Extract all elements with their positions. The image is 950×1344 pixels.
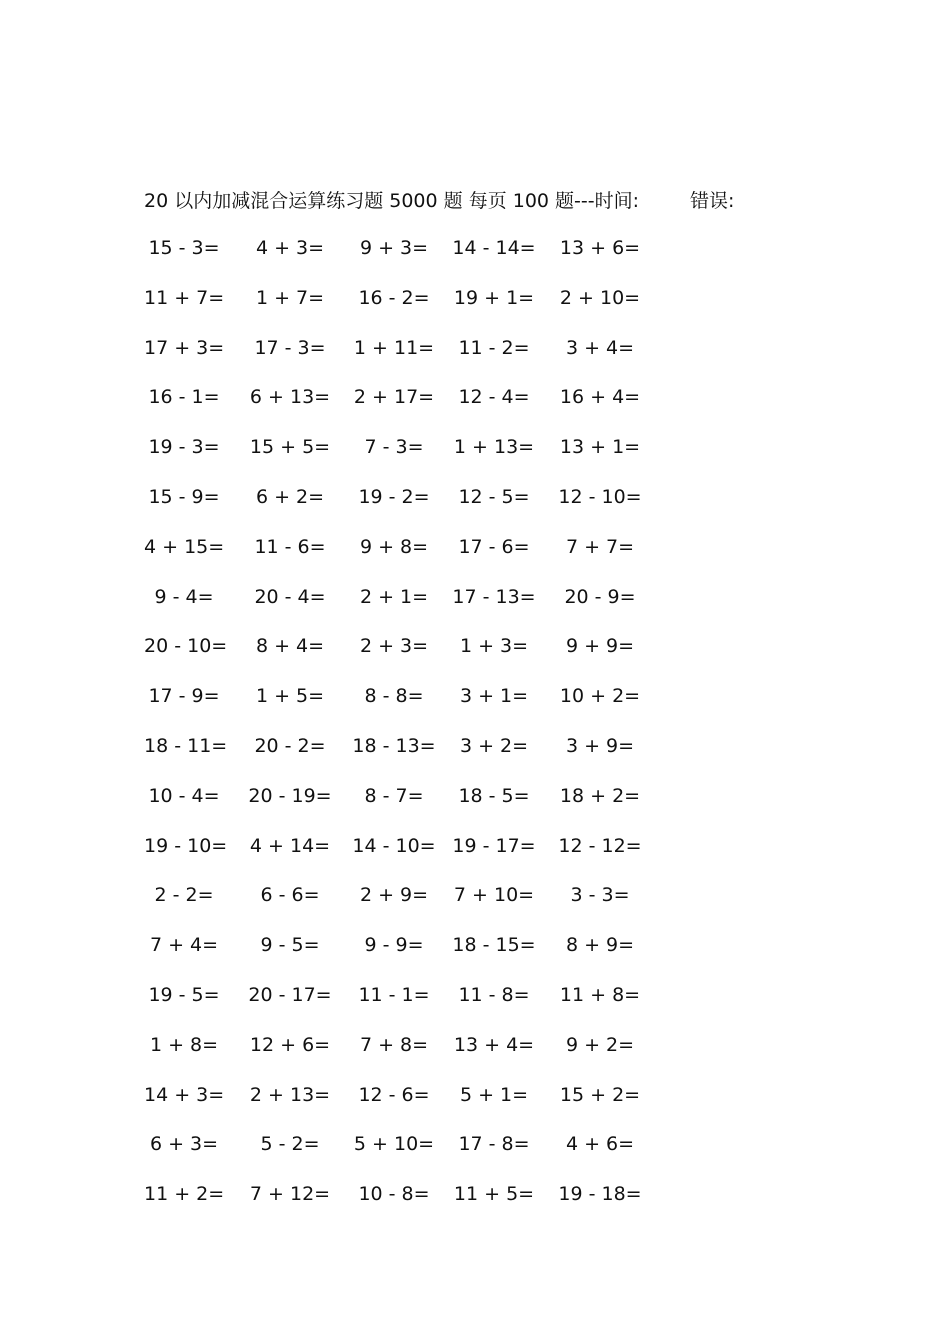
math-problem: 15 - 3=: [148, 237, 220, 259]
math-problem: 20 - 4=: [254, 585, 326, 608]
math-problem: 13 + 6=: [559, 237, 641, 259]
math-problem: 7 + 10=: [453, 884, 535, 907]
math-problem: 19 - 3=: [148, 436, 220, 459]
math-problem: 6 + 2=: [255, 485, 325, 508]
math-problem: 7 + 12=: [249, 1183, 331, 1206]
math-problem: 6 - 6=: [260, 884, 320, 907]
math-problem: 1 + 8=: [149, 1033, 219, 1056]
worksheet-header: [144, 186, 735, 213]
math-problem: 4 + 14=: [249, 834, 331, 857]
math-problem: 1 + 11=: [353, 336, 435, 359]
math-problem: 19 - 5=: [148, 983, 220, 1006]
math-problem: 11 + 7=: [144, 286, 225, 309]
math-problem: 3 + 4=: [565, 336, 635, 359]
math-problem: 20 - 19=: [248, 784, 332, 807]
math-problem: 9 + 9=: [565, 635, 635, 658]
math-problem: 16 + 4=: [559, 386, 641, 409]
math-problem: 8 + 9=: [565, 934, 635, 957]
math-problem: 15 + 5=: [249, 436, 331, 459]
math-problem: 19 - 17=: [452, 834, 536, 857]
math-problem: 3 + 2=: [459, 734, 529, 757]
math-problem: 12 - 12=: [558, 834, 642, 857]
math-problem: 4 + 15=: [144, 535, 225, 558]
math-problem: 12 - 10=: [558, 485, 642, 508]
math-problem: 7 - 3=: [364, 436, 424, 459]
math-problem: 3 + 1=: [459, 685, 529, 708]
math-problem: 19 - 2=: [358, 485, 430, 508]
math-problem: 1 + 13=: [453, 436, 535, 459]
worksheet-title: 20 以内加减混合运算练习题 5000 题 每页 100 题---时间:: [144, 190, 640, 212]
math-problem: 2 + 1=: [359, 585, 429, 608]
math-problem: 2 + 9=: [359, 884, 429, 907]
math-problem: 19 + 1=: [453, 286, 535, 309]
math-problem: 1 + 7=: [255, 286, 325, 309]
math-problem: 18 - 15=: [452, 934, 536, 957]
math-problem: 12 - 4=: [458, 386, 530, 409]
math-problem: 2 + 10=: [559, 286, 641, 309]
math-problem: 10 - 8=: [358, 1183, 430, 1206]
math-problem: 2 - 2=: [154, 884, 214, 907]
math-problem: 11 + 5=: [453, 1183, 535, 1206]
math-problem: 17 - 3=: [254, 336, 326, 359]
math-problem: 13 + 1=: [559, 436, 641, 459]
math-problem: 7 + 4=: [149, 934, 219, 957]
math-problem: 16 - 1=: [148, 386, 220, 409]
math-problem: 16 - 2=: [358, 286, 430, 309]
math-problem: 11 + 2=: [144, 1183, 225, 1206]
math-problem: 18 - 13=: [352, 734, 436, 757]
math-problem: 17 - 6=: [458, 535, 530, 558]
math-problem: 1 + 5=: [255, 685, 325, 708]
math-problem: 9 - 9=: [364, 934, 424, 957]
math-problem: 17 - 8=: [458, 1133, 530, 1156]
math-problem: 12 - 6=: [358, 1083, 430, 1106]
math-problem: 6 + 13=: [249, 386, 331, 409]
math-problem: 12 + 6=: [249, 1033, 331, 1056]
math-problem: 20 - 9=: [564, 585, 636, 608]
math-problem: 9 - 5=: [260, 934, 320, 957]
math-problem: 11 + 8=: [559, 983, 641, 1006]
math-problem: 13 + 4=: [453, 1033, 535, 1056]
math-problem: 10 - 4=: [148, 784, 220, 807]
math-problem: 14 + 3=: [144, 1083, 225, 1106]
math-problem: 18 - 11=: [144, 734, 228, 757]
math-problem: 11 - 8=: [458, 983, 530, 1006]
math-problem: 11 - 6=: [254, 535, 326, 558]
math-problem: 12 - 5=: [458, 485, 530, 508]
math-problem: 1 + 3=: [459, 635, 529, 658]
math-problem: 8 + 4=: [255, 635, 325, 658]
math-problem: 9 - 4=: [154, 585, 214, 608]
math-problem: 9 + 8=: [359, 535, 429, 558]
math-problem: 11 - 1=: [358, 983, 430, 1006]
math-problem: 8 - 7=: [364, 784, 424, 807]
math-problem: 15 - 9=: [148, 485, 220, 508]
math-problem: 5 + 1=: [459, 1083, 529, 1106]
math-problem: 6 + 3=: [149, 1133, 219, 1156]
math-problem: 18 + 2=: [559, 784, 641, 807]
math-problem: 3 - 3=: [570, 884, 630, 907]
math-problem: 10 + 2=: [559, 685, 641, 708]
math-problem: 17 + 3=: [144, 336, 225, 359]
math-problem: 7 + 8=: [359, 1033, 429, 1056]
math-problem: 5 + 10=: [353, 1133, 435, 1156]
math-problem: 9 + 3=: [359, 237, 429, 259]
math-problem: 14 - 10=: [352, 834, 436, 857]
math-problem: 8 - 8=: [364, 685, 424, 708]
math-problem: 20 - 10=: [144, 635, 228, 658]
math-problem: 18 - 5=: [458, 784, 530, 807]
math-problem: 20 - 17=: [248, 983, 332, 1006]
math-problem: 17 - 9=: [148, 685, 220, 708]
math-problem: 19 - 10=: [144, 834, 228, 857]
math-problem: 9 + 2=: [565, 1033, 635, 1056]
math-problem: 3 + 9=: [565, 734, 635, 757]
math-problem: 17 - 13=: [452, 585, 536, 608]
math-problem: 14 - 14=: [452, 237, 536, 259]
math-problem: 19 - 18=: [558, 1183, 642, 1206]
math-problem: 20 - 2=: [254, 734, 326, 757]
math-problem: 2 + 17=: [353, 386, 435, 409]
math-problem: 4 + 6=: [565, 1133, 635, 1156]
math-problem: 15 + 2=: [559, 1083, 641, 1106]
math-problem: 7 + 7=: [565, 535, 635, 558]
errors-label: 错误:: [690, 190, 735, 212]
math-problem: 2 + 3=: [359, 635, 429, 658]
math-problem: 4 + 3=: [255, 237, 325, 259]
math-problem: 11 - 2=: [458, 336, 530, 359]
math-problem: 2 + 13=: [249, 1083, 331, 1106]
math-problem: 5 - 2=: [260, 1133, 320, 1156]
